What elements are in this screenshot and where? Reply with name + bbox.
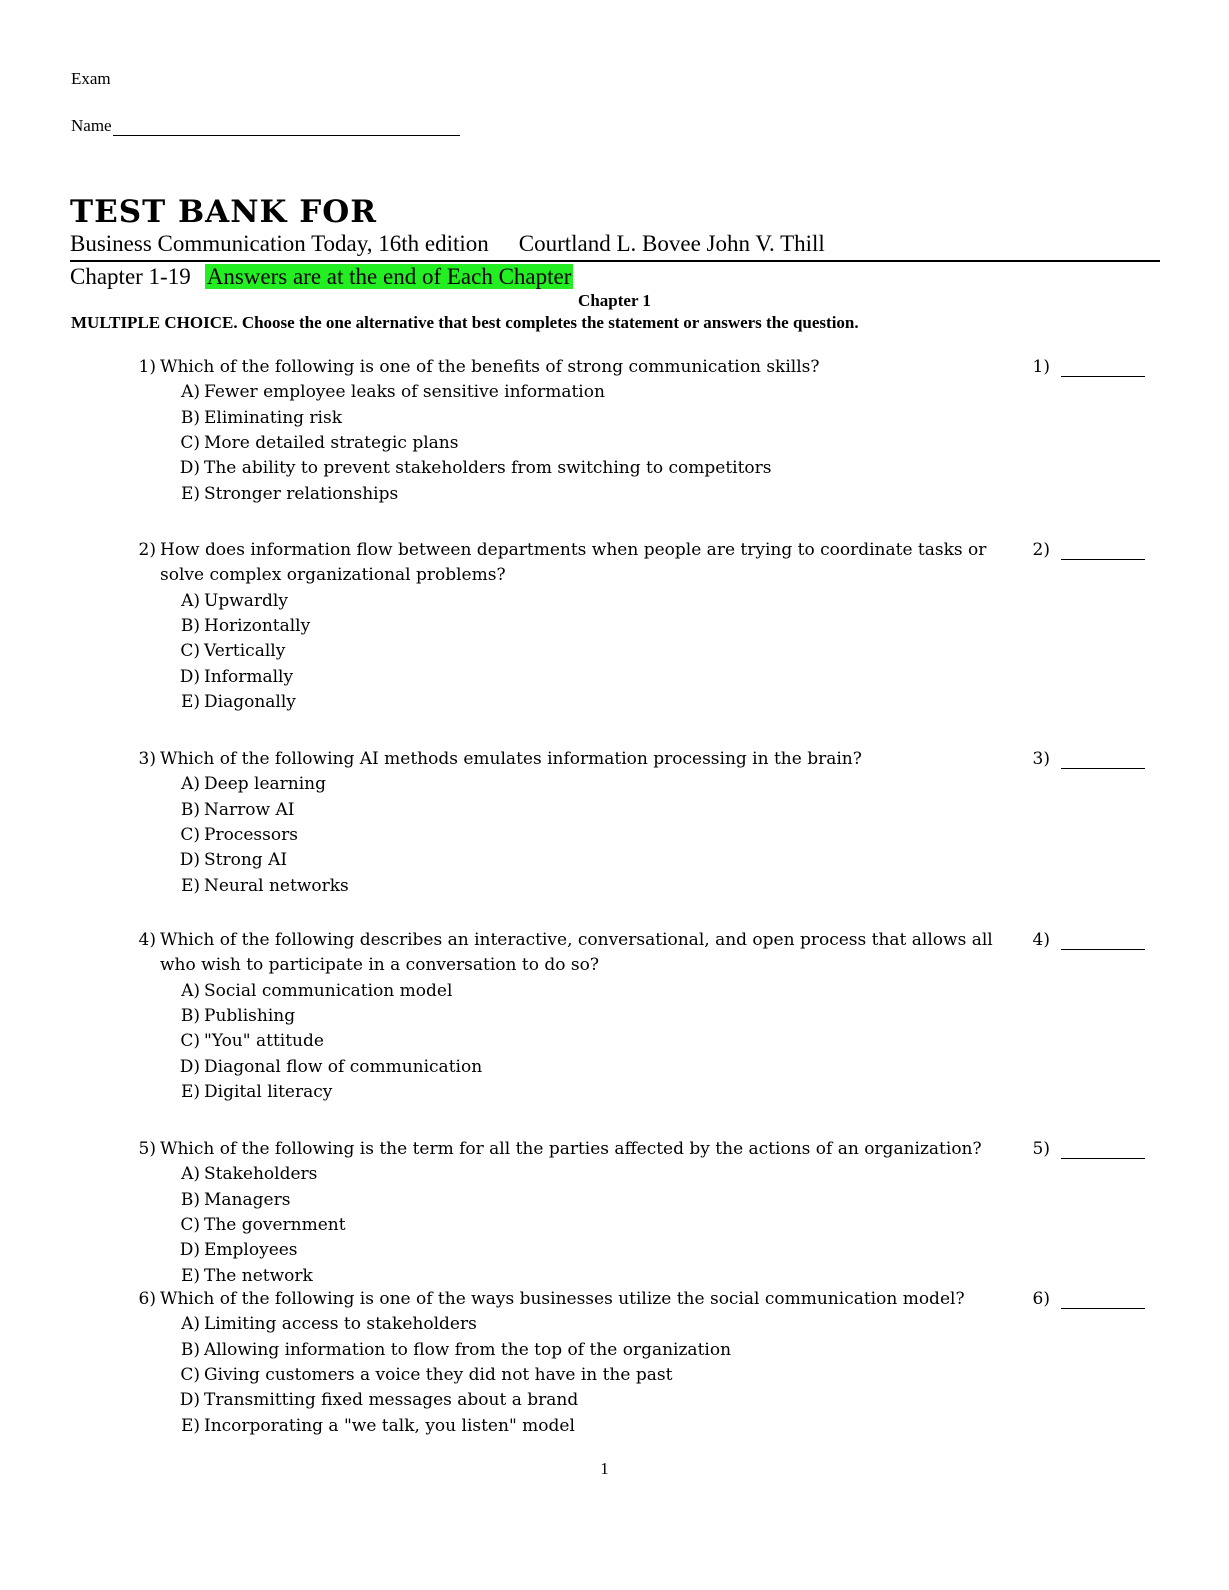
answers-note: Answers are at the end of Each Chapter <box>206 264 572 289</box>
option-text: "You" attitude <box>204 1031 324 1052</box>
option-letter: D) <box>179 1056 200 1077</box>
answer-number: 3) <box>1032 749 1050 769</box>
option-text: Incorporating a "we talk, you listen" model <box>204 1415 575 1436</box>
option-text: Limiting access to stakeholders <box>204 1314 477 1335</box>
option-letter: A) <box>181 590 200 611</box>
option-letter: C) <box>180 1364 200 1385</box>
option-letter: D) <box>179 666 200 687</box>
option-letter: B) <box>180 407 200 428</box>
option-text: Allowing information to flow from the top of the organization <box>204 1339 732 1360</box>
option-letter: B) <box>180 799 200 820</box>
answer-option[interactable] <box>160 1057 482 1077</box>
option-letter: E) <box>180 875 200 896</box>
option-letter: B) <box>180 615 200 636</box>
answer-blank[interactable] <box>1061 1291 1145 1309</box>
question-number: 1) <box>138 357 156 377</box>
answer-blank[interactable] <box>1061 932 1145 950</box>
answer-option[interactable] <box>160 1314 477 1334</box>
answer-option[interactable] <box>160 667 293 687</box>
answer-option[interactable] <box>160 1082 332 1102</box>
option-letter: C) <box>180 641 200 662</box>
book-title: Business Communication Today, 16th edition <box>70 231 489 256</box>
page-number: 1 <box>600 1459 609 1478</box>
answer-option[interactable] <box>160 1031 324 1051</box>
question-text: solve complex organizational problems? <box>160 565 506 586</box>
option-letter: D) <box>179 850 200 871</box>
question-text: Which of the following describes an interactive, conversational, and open process that allows all <box>160 930 993 950</box>
chapter-range: Chapter 1-19 <box>70 264 191 289</box>
option-text: Horizontally <box>204 615 311 636</box>
answer-option[interactable] <box>160 591 288 611</box>
answer-option[interactable] <box>160 1006 295 1026</box>
book-line <box>70 231 825 257</box>
name-label: Name <box>71 116 112 135</box>
option-text: Employees <box>204 1240 298 1261</box>
chapter-heading: Chapter 1 <box>578 291 651 310</box>
option-text: Diagonal flow of communication <box>204 1056 483 1077</box>
answer-option[interactable] <box>160 1365 672 1385</box>
answer-option[interactable] <box>160 876 349 896</box>
answer-option[interactable] <box>160 433 458 453</box>
option-text: Informally <box>204 666 294 687</box>
answer-option[interactable] <box>160 774 326 794</box>
exam-label: Exam <box>71 69 111 88</box>
option-letter: E) <box>180 1415 200 1436</box>
answer-number: 4) <box>1032 930 1050 950</box>
option-letter: E) <box>180 1081 200 1102</box>
answer-option[interactable] <box>160 981 452 1001</box>
answer-blank[interactable] <box>1061 751 1145 769</box>
option-letter: E) <box>180 691 200 712</box>
option-text: Eliminating risk <box>204 407 343 428</box>
question-text: Which of the following is one of the benefits of strong communication skills? <box>160 357 820 377</box>
answer-option[interactable] <box>160 692 296 712</box>
answer-number: 6) <box>1032 1289 1050 1309</box>
name-field[interactable] <box>71 116 460 136</box>
option-text: Publishing <box>204 1005 296 1026</box>
option-text: Diagonally <box>204 691 296 712</box>
question-number: 6) <box>138 1289 156 1309</box>
option-text: More detailed strategic plans <box>204 432 459 453</box>
option-text: Fewer employee leaks of sensitive information <box>204 382 605 403</box>
option-text: Deep learning <box>204 774 327 795</box>
answer-option[interactable] <box>160 800 294 820</box>
answer-blank[interactable] <box>1061 359 1145 377</box>
option-letter: C) <box>180 432 200 453</box>
option-letter: D) <box>179 1240 200 1261</box>
question-number: 2) <box>138 540 156 560</box>
answer-blank[interactable] <box>1061 1141 1145 1159</box>
option-text: The government <box>204 1214 346 1235</box>
option-text: Vertically <box>204 641 286 662</box>
option-text: Narrow AI <box>204 799 295 820</box>
title-divider <box>70 260 1160 262</box>
answer-option[interactable] <box>160 825 298 845</box>
option-text: The network <box>204 1265 313 1286</box>
question-number: 3) <box>138 749 156 769</box>
option-letter: A) <box>181 1164 200 1185</box>
question-number: 4) <box>138 930 156 950</box>
answer-option[interactable] <box>160 1240 298 1260</box>
question-text: who wish to participate in a conversation to do so? <box>160 955 599 976</box>
answer-option[interactable] <box>160 1416 575 1436</box>
answer-option[interactable] <box>160 382 605 402</box>
test-bank-title: TEST BANK FOR <box>70 194 378 230</box>
option-text: Strong AI <box>204 850 288 871</box>
answer-option[interactable] <box>160 1215 346 1235</box>
answer-option[interactable] <box>160 1266 313 1286</box>
question-text: Which of the following AI methods emulates information processing in the brain? <box>160 749 862 769</box>
option-text: Transmitting fixed messages about a brand <box>204 1390 579 1411</box>
question-text: Which of the following is one of the ways businesses utilize the social communication model? <box>160 1289 965 1309</box>
option-text: Stakeholders <box>204 1164 318 1185</box>
answer-option[interactable] <box>160 408 342 428</box>
option-text: Managers <box>204 1189 291 1210</box>
option-text: The ability to prevent stakeholders from switching to competitors <box>204 458 772 479</box>
authors: Courtland L. Bovee John V. Thill <box>518 231 825 256</box>
answer-option[interactable] <box>160 1190 290 1210</box>
question-number: 5) <box>138 1139 156 1159</box>
answer-option[interactable] <box>160 1164 317 1184</box>
answer-number: 2) <box>1032 540 1050 560</box>
answer-option[interactable] <box>160 484 398 504</box>
option-letter: E) <box>180 483 200 504</box>
option-text: Processors <box>204 824 298 845</box>
option-letter: E) <box>180 1265 200 1286</box>
option-text: Neural networks <box>204 875 349 896</box>
option-letter: B) <box>180 1005 200 1026</box>
option-text: Stronger relationships <box>204 483 399 504</box>
answer-number: 5) <box>1032 1139 1050 1159</box>
name-blank-line[interactable] <box>113 118 460 136</box>
option-letter: D) <box>179 458 200 479</box>
option-letter: C) <box>180 824 200 845</box>
answer-option[interactable] <box>160 458 772 478</box>
answer-option[interactable] <box>160 850 287 870</box>
option-letter: C) <box>180 1031 200 1052</box>
answer-option[interactable] <box>160 1390 578 1410</box>
option-letter: A) <box>181 774 200 795</box>
answer-number: 1) <box>1032 357 1050 377</box>
option-letter: B) <box>180 1189 200 1210</box>
question-text: How does information flow between departments when people are trying to coordinate tasks or <box>160 540 987 560</box>
option-text: Giving customers a voice they did not have in the past <box>204 1364 673 1385</box>
answer-option[interactable] <box>160 616 310 636</box>
option-text: Upwardly <box>204 590 288 611</box>
chapter-range-line <box>70 264 573 290</box>
option-letter: C) <box>180 1214 200 1235</box>
option-letter: A) <box>181 382 200 403</box>
option-letter: A) <box>181 1314 200 1335</box>
option-letter: B) <box>180 1339 200 1360</box>
answer-option[interactable] <box>160 1340 731 1360</box>
section-instructions: MULTIPLE CHOICE. Choose the one alternative that best completes the statement or answers the question. <box>71 313 859 332</box>
answer-blank[interactable] <box>1061 542 1145 560</box>
option-text: Social communication model <box>204 980 453 1001</box>
option-text: Digital literacy <box>204 1081 333 1102</box>
question-text: Which of the following is the term for all the parties affected by the actions of an organization? <box>160 1139 982 1159</box>
option-letter: D) <box>179 1390 200 1411</box>
option-letter: A) <box>181 980 200 1001</box>
answer-option[interactable] <box>160 641 285 661</box>
